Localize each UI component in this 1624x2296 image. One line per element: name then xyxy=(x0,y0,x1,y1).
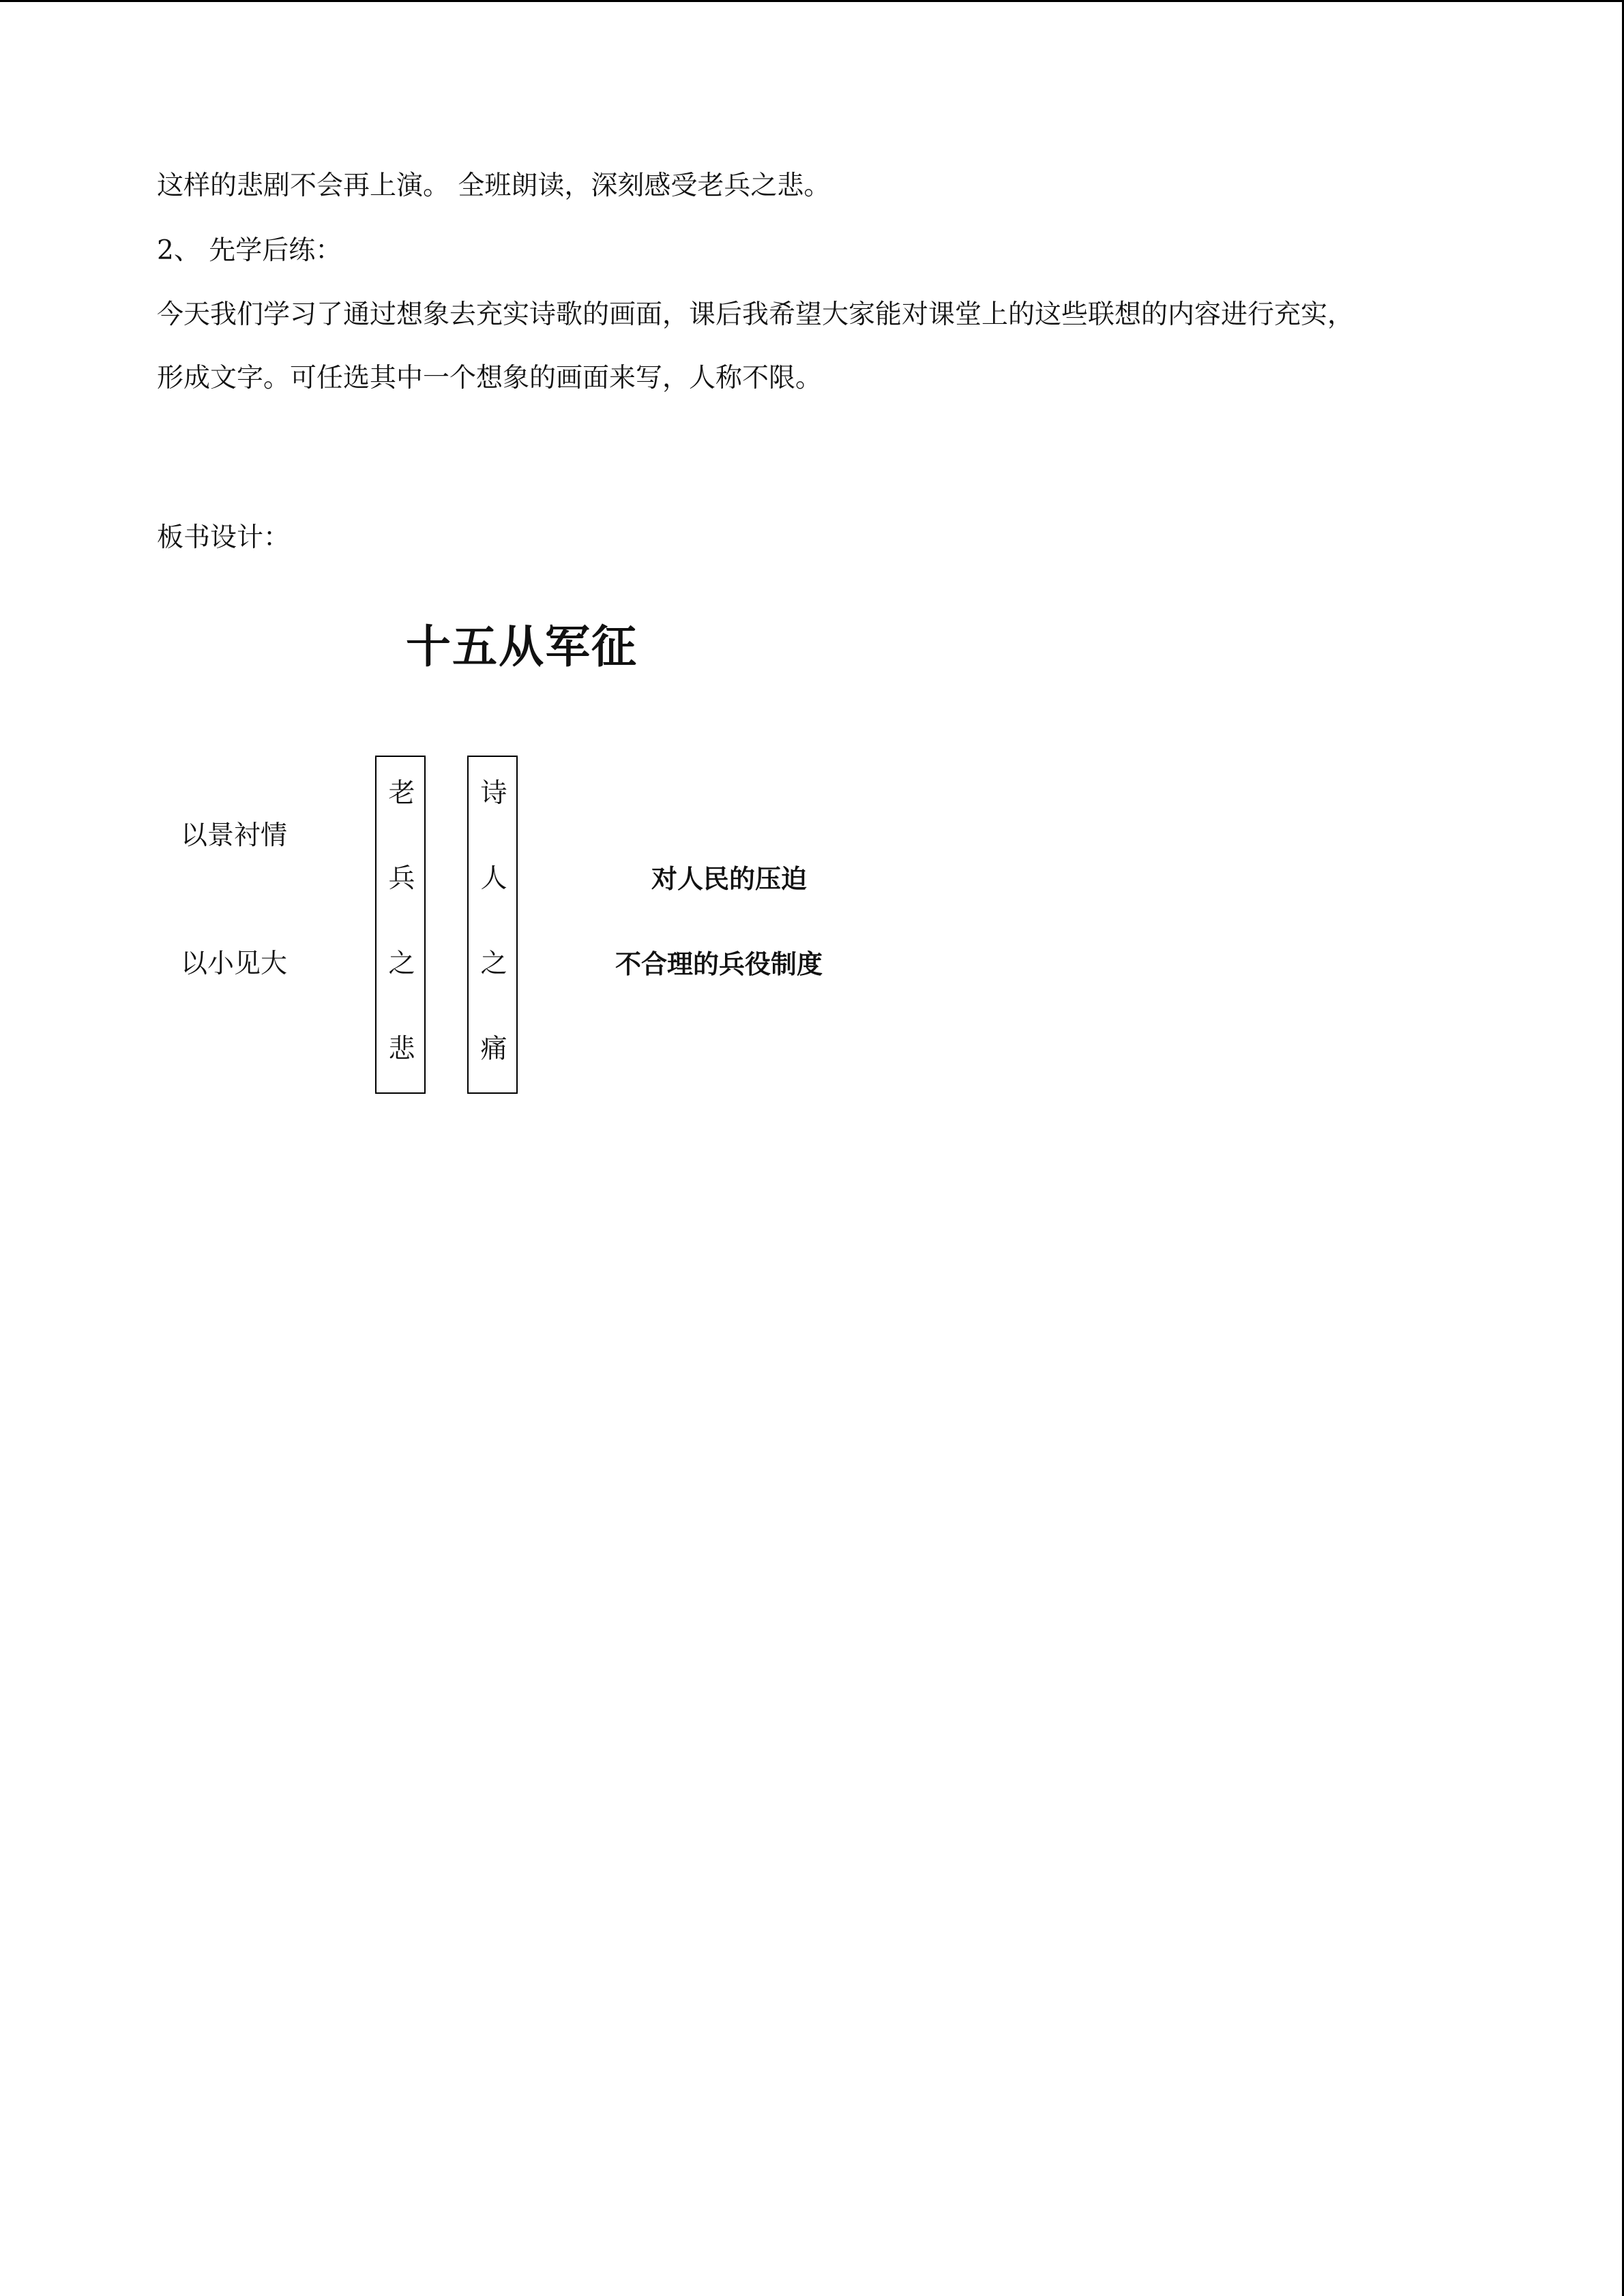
conclusion-oppression: 对人民的压迫 xyxy=(651,864,808,894)
vertical-char: 老 xyxy=(388,778,415,809)
conclusion-conscription: 不合理的兵役制度 xyxy=(615,949,823,979)
board-title: 十五从军征 xyxy=(406,620,638,673)
poet-pain-box xyxy=(467,756,518,1094)
board-design-heading: 板书设计： xyxy=(157,522,291,553)
vertical-char: 人 xyxy=(480,863,507,894)
method-label: 以小见大 xyxy=(181,949,288,979)
page-top-border xyxy=(0,0,1624,2)
vertical-char: 悲 xyxy=(388,1034,415,1064)
paragraph-line: 今天我们学习了通过想象去充实诗歌的画面，课后我希望大家能对课堂上的这些联想的内容进行充实， xyxy=(157,299,1355,330)
paragraph-line: 这样的悲剧不会再上演。 全班朗读，深刻感受老兵之悲。 xyxy=(157,170,831,201)
vertical-char: 痛 xyxy=(480,1034,507,1064)
vertical-char: 之 xyxy=(480,949,507,979)
vertical-char: 之 xyxy=(388,949,415,979)
section-heading-practice: 2、 先学后练： xyxy=(157,235,342,266)
method-label: 以景衬情 xyxy=(181,820,288,851)
veteran-sorrow-box xyxy=(375,756,426,1094)
paragraph-line: 形成文字。可任选其中一个想象的画面来写，人称不限。 xyxy=(157,363,823,393)
vertical-char: 兵 xyxy=(388,863,415,894)
vertical-char: 诗 xyxy=(480,778,507,809)
